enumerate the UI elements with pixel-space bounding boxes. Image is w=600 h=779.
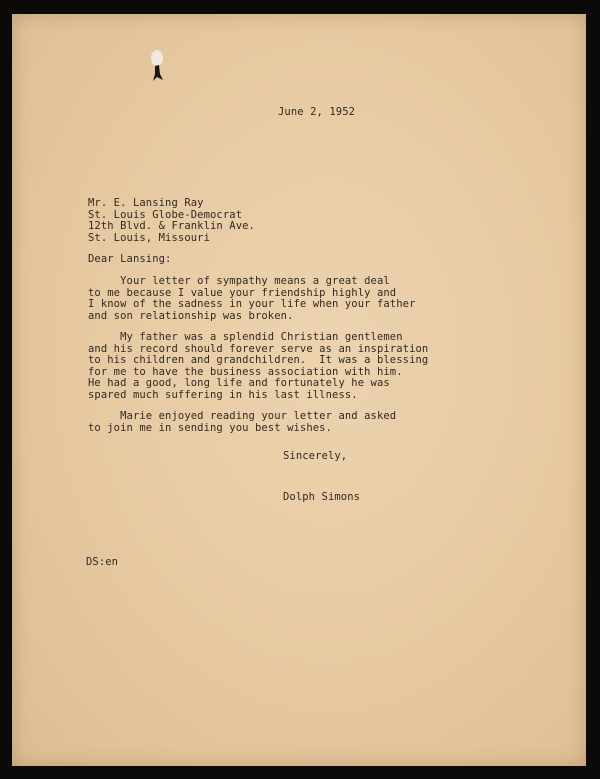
recipient-line: St. Louis Globe-Democrat (88, 208, 243, 221)
letter-date: June 2, 1952 (278, 106, 356, 118)
paragraph-line: to his children and grandchildren. It was a blessing (88, 354, 429, 366)
recipient-line: St. Louis, Missouri (88, 231, 211, 244)
paragraph-line: I know of the sadness in your life when your father (88, 298, 416, 310)
closing: Sincerely, (283, 450, 348, 462)
reference-initials: DS:en (86, 556, 119, 568)
signer-name: Dolph Simons (283, 491, 361, 503)
paragraph-line: He had a good, long life and fortunately he was (88, 377, 390, 389)
salutation: Dear Lansing: (88, 253, 172, 265)
paragraph-line: and son relationship was broken. (88, 309, 294, 322)
letter-page (12, 14, 586, 766)
recipient-line: 12th Blvd. & Franklin Ave. (88, 220, 255, 232)
paragraph-line: for me to have the business association with him. (88, 365, 403, 378)
paragraph-line: and his record should forever serve as an inspiration (88, 342, 429, 355)
paragraph-line: to me because I value your friendship highly and (88, 286, 397, 299)
ink-blot-mark (148, 44, 166, 84)
recipient-line: Mr. E. Lansing Ray (88, 197, 204, 209)
paragraph-line: My father was a splendid Christian gentlemen (88, 331, 403, 343)
paragraph-line: to join me in sending you best wishes. (88, 421, 333, 434)
paragraph-line: Your letter of sympathy means a great deal (88, 275, 390, 287)
paragraph-line: Marie enjoyed reading your letter and asked (88, 410, 397, 422)
paragraph-line: spared much suffering in his last illness. (88, 388, 358, 401)
